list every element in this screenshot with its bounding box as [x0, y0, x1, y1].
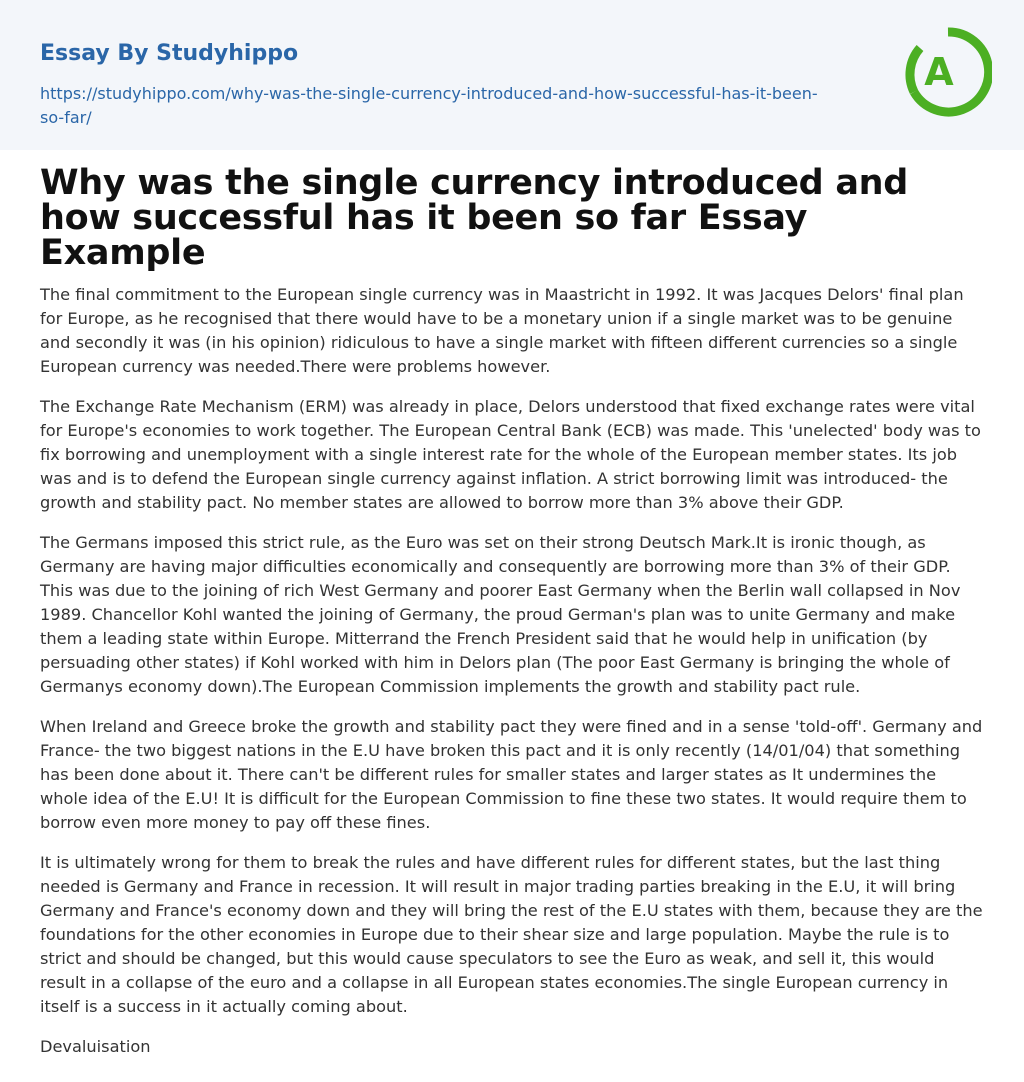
article-paragraph: The final commitment to the European single currency was in Maastricht in 1992. It was Jacques Delors' final plan for Europe, as he recognised that there would have to be a monetary union if a single market was to be genuine and secondly it was (in his opinion) ridiculous to have a single market with fifteen different currencies so a single European currency was needed.There were problems however. — [40, 285, 964, 376]
article-paragraph: The Exchange Rate Mechanism (ERM) was already in place, Delors understood that fixed exchange rates were vital for Europe's economies to work together. The European Central Bank (ECB) was made. This 'unelected' body was to fix borrowing and unemployment with a single interest rate for the whole of the European member states. Its job was and is to defend the European single currency against inflation. A strict borrowing limit was introduced- the growth and stability pact. No member states are allowed to borrow more than 3% above their GDP. — [40, 397, 981, 512]
brand-title[interactable]: Essay By Studyhippo — [40, 41, 299, 66]
article-paragraph: It is ultimately wrong for them to break the rules and have different rules for different states, but the last thing needed is Germany and France in recession. It will result in major trading parties breaking in the E.U, it will bring Germany and France's economy down and they will bring the rest of the E.U states with them, because they are the foundations for the other economies in Europe due to their shear size and large population. Maybe the rule is to strict and should be changed, but this would cause speculators to see the Euro as weak, and sell it, this would result in a collapse of the euro and a collapse in all European states economies.The single European currency in itself is a success in it actually coming about. — [40, 853, 983, 1016]
article-paragraph: When Ireland and Greece broke the growth and stability pact they were fined and in a sense 'told-off'. Germany and France- the two biggest nations in the E.U have broken this pact and it is only recently (14/01/04) that something has been done about it. There can't be different rules for smaller states and larger states as It undermines the whole idea of the E.U! It is difficult for the European Commission to fine these two states. It would require them to borrow even more money to pay off these fines. — [40, 717, 983, 832]
article-title: Why was the single currency introduced and how successful has it been so far Essay Example — [40, 163, 909, 273]
article-section-heading: Devaluisation — [40, 1037, 151, 1056]
article-paragraph: The Germans imposed this strict rule, as the Euro was set on their strong Deutsch Mark.It is ironic though, as Germany are having major difficulties economically and consequently are borrowing more than 3% of their GDP. This was due to the joining of rich West Germany and poorer East Germany when the Berlin wall collapsed in Nov 1989. Chancellor Kohl wanted the joining of Germany, the proud German's plan was to unite Germany and make them a leading state within Europe. Mitterrand the French President said that he would help in unification (by persuading other states) if Kohl worked with him in Delors plan (The poor East Germany is bringing the whole of Germanys economy down).The European Commission implements the growth and stability pact rule. — [40, 533, 961, 696]
studyhippo-logo-icon[interactable] — [904, 26, 992, 118]
site-header — [0, 0, 1024, 150]
article-url-link[interactable]: https://studyhippo.com/why-was-the-single-currency-introduced-and-how-successful-has-it-been-so-far/ — [40, 84, 818, 127]
logo-letter: A — [924, 50, 954, 94]
article — [40, 163, 984, 1059]
